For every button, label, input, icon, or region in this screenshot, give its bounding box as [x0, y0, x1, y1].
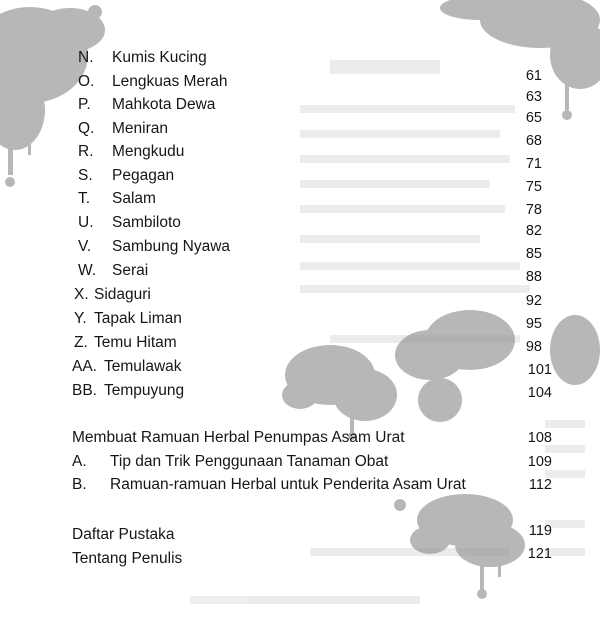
toc-page-number: 88: [525, 269, 542, 285]
toc-letter: BB.: [72, 382, 97, 399]
toc-page-number: 61: [525, 68, 542, 84]
toc-title: Sambiloto: [112, 214, 181, 231]
toc-page-number: 68: [525, 133, 542, 149]
toc-page-number: 75: [525, 179, 542, 195]
toc-page-number: 82: [525, 223, 542, 239]
toc-letter: X.: [74, 286, 89, 303]
toc-title: Meniran: [112, 120, 168, 137]
toc-page-number: 112: [528, 477, 552, 493]
toc-chapter[interactable]: [72, 429, 405, 447]
toc-letter: Q.: [78, 120, 95, 137]
toc-page-number: 63: [525, 89, 542, 105]
toc-tentang-penulis[interactable]: [72, 550, 182, 568]
toc-title: Tempuyung: [104, 382, 185, 399]
toc-title: Mengkudu: [112, 143, 185, 160]
toc-daftar-pustaka[interactable]: [72, 526, 175, 544]
toc-letter: R.: [78, 143, 94, 160]
toc-page-number: 98: [525, 339, 542, 355]
toc-page-number: 101: [527, 362, 552, 378]
toc-page-number: 109: [527, 454, 552, 470]
toc-title: Temulawak: [104, 358, 182, 375]
toc-title: Temu Hitam: [94, 334, 177, 351]
toc-title: Salam: [112, 190, 156, 207]
toc-letter: Z.: [74, 334, 88, 351]
toc-page-number: 104: [527, 385, 552, 401]
toc-page-number: 71: [525, 156, 542, 172]
toc-title: Lengkuas Merah: [112, 73, 228, 90]
toc-page-number: 95: [525, 316, 542, 332]
toc-letter: U.: [78, 214, 94, 231]
toc-title: Mahkota Dewa: [112, 96, 216, 113]
toc-page-number: 78: [525, 202, 542, 218]
toc-title: Kumis Kucing: [112, 49, 207, 66]
toc-title: Sidaguri: [94, 286, 151, 303]
toc-letter: W.: [78, 262, 97, 279]
toc-title: Sambung Nyawa: [112, 238, 231, 255]
toc-letter: N.: [78, 49, 94, 66]
toc-chapter-title: Membuat Ramuan Herbal Penumpas Asam Urat: [72, 429, 405, 446]
toc-title: Serai: [112, 262, 149, 279]
toc-letter: P.: [78, 96, 91, 113]
toc-letter: S.: [78, 167, 93, 184]
toc-page-number: 92: [525, 293, 542, 309]
toc-letter: Y.: [74, 310, 87, 327]
toc-letter: O.: [78, 73, 95, 90]
toc-title: Tip dan Trik Penggunaan Tanaman Obat: [110, 453, 389, 470]
toc-title: Ramuan-ramuan Herbal untuk Penderita Asam Urat: [110, 476, 466, 493]
toc-page-number: 121: [527, 546, 552, 562]
toc-title: Tapak Liman: [94, 310, 182, 327]
toc-title: Pegagan: [112, 167, 175, 184]
toc-letter: B.: [72, 476, 87, 493]
toc-title: Daftar Pustaka: [72, 526, 175, 543]
toc-title: Tentang Penulis: [72, 550, 183, 567]
toc-letter: A.: [72, 453, 87, 470]
toc-page-number: 65: [525, 110, 542, 126]
toc-page-number: 85: [525, 246, 542, 262]
toc-letter: T.: [78, 190, 91, 207]
toc-page-number: 108: [527, 430, 552, 446]
toc-page-number: 119: [528, 523, 552, 539]
toc-letter: V.: [78, 238, 92, 255]
toc-letter: AA.: [72, 358, 97, 375]
